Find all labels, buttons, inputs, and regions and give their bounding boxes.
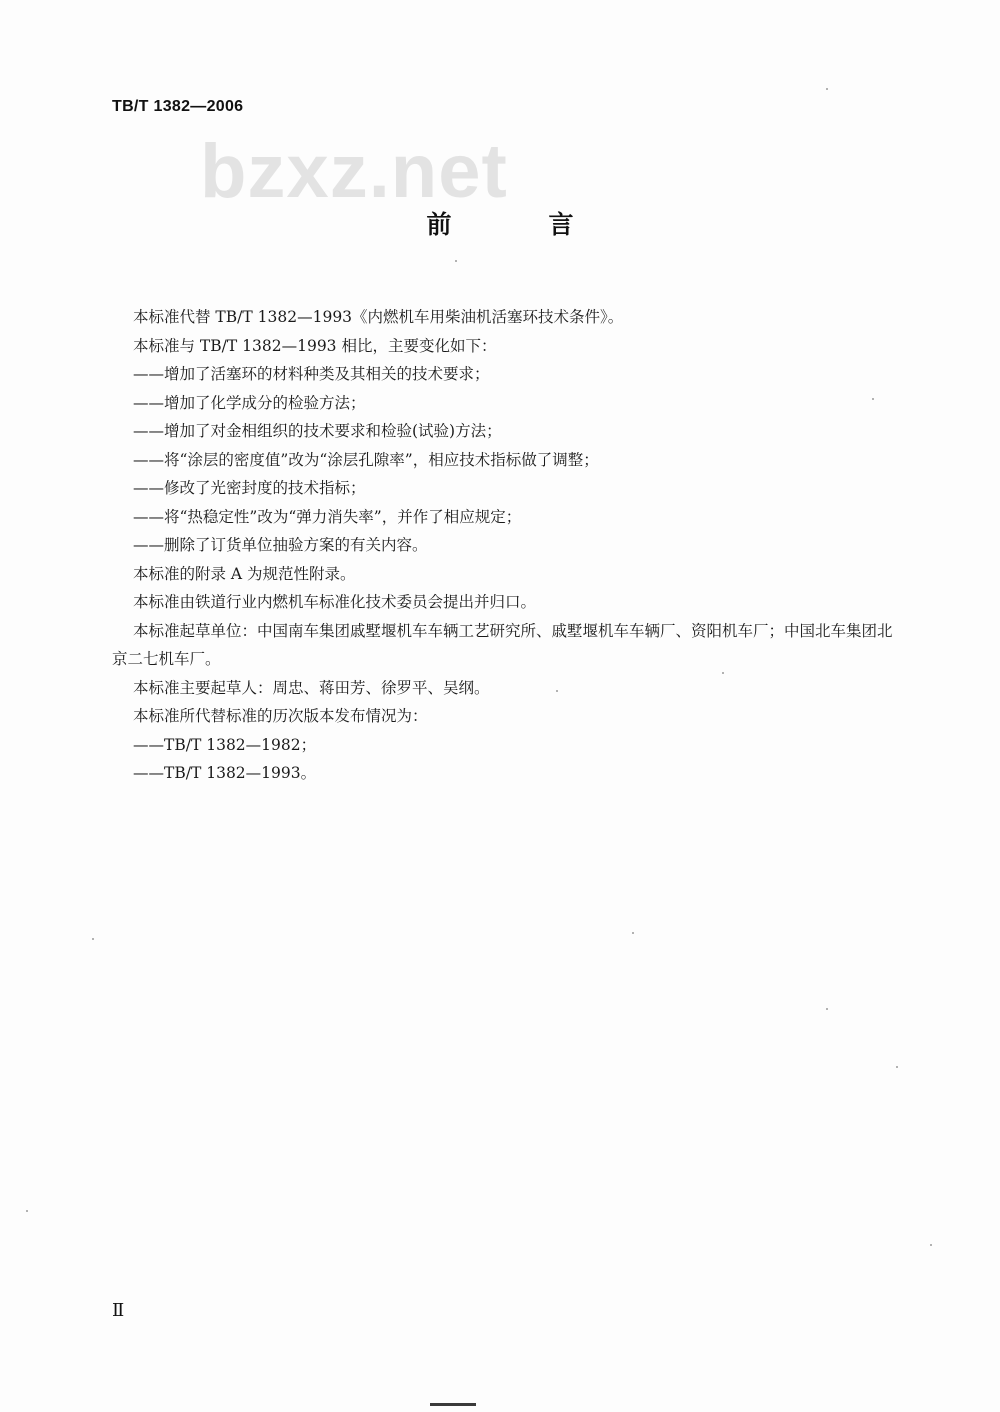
paragraph-changes-intro: 本标准与 TB/T 1382—1993 相比，主要变化如下： — [133, 336, 497, 355]
history-item: ——TB/T 1382—1982； — [133, 735, 317, 754]
scan-speck — [632, 932, 634, 934]
paragraph-appendix: 本标准的附录 A 为规范性附录。 — [133, 564, 356, 583]
scan-speck — [872, 398, 874, 400]
paragraph-proposer: 本标准由铁道行业内燃机车标准化技术委员会提出并归口。 — [133, 593, 537, 611]
paragraph-drafting-units: 本标准起草单位：中国南车集团戚墅堰机车车辆工艺研究所、戚墅堰机车车辆厂、资阳机车厂；中国北车集团北京二七机车厂。 — [112, 621, 893, 668]
paragraph-replaces: 本标准代替 TB/T 1382—1993《内燃机车用柴油机活塞环技术条件》。 — [133, 308, 624, 326]
change-item: ——修改了光密封度的技术指标； — [133, 479, 366, 497]
change-item: ——将“涂层的密度值”改为“涂层孔隙率”，相应技术指标做了调整； — [133, 450, 599, 469]
scan-speck — [896, 1066, 898, 1068]
change-item: ——增加了对金相组织的技术要求和检验(试验)方法； — [133, 422, 502, 440]
scan-speck — [722, 672, 724, 674]
scan-speck — [556, 690, 558, 692]
scan-speck — [826, 1008, 828, 1010]
change-item: ——增加了活塞环的材料种类及其相关的技术要求； — [133, 365, 490, 383]
paragraph-drafters: 本标准主要起草人：周忠、蒋田芳、徐罗平、吴纲。 — [133, 678, 490, 697]
page-bottom-mark — [430, 1403, 476, 1406]
history-item: ——TB/T 1382—1993。 — [133, 764, 317, 782]
change-item: ——删除了订货单位抽验方案的有关内容。 — [133, 536, 428, 554]
change-item: ——增加了化学成分的检验方法； — [133, 393, 366, 412]
change-item: ——将“热稳定性”改为“弹力消失率”，并作了相应规定； — [133, 507, 522, 526]
scan-speck — [26, 1210, 28, 1212]
scan-speck — [826, 88, 828, 90]
page-number: Ⅱ — [112, 1300, 125, 1320]
page-title: 前 言 — [426, 210, 610, 239]
foreword-body — [112, 303, 892, 788]
watermark: bzxz.net — [200, 129, 508, 214]
scan-speck — [455, 260, 457, 262]
scan-speck — [930, 1244, 932, 1246]
standard-code-header: TB/T 1382—2006 — [112, 98, 244, 115]
paragraph-history-intro: 本标准所代替标准的历次版本发布情况为： — [133, 707, 428, 725]
scan-speck — [92, 938, 94, 940]
